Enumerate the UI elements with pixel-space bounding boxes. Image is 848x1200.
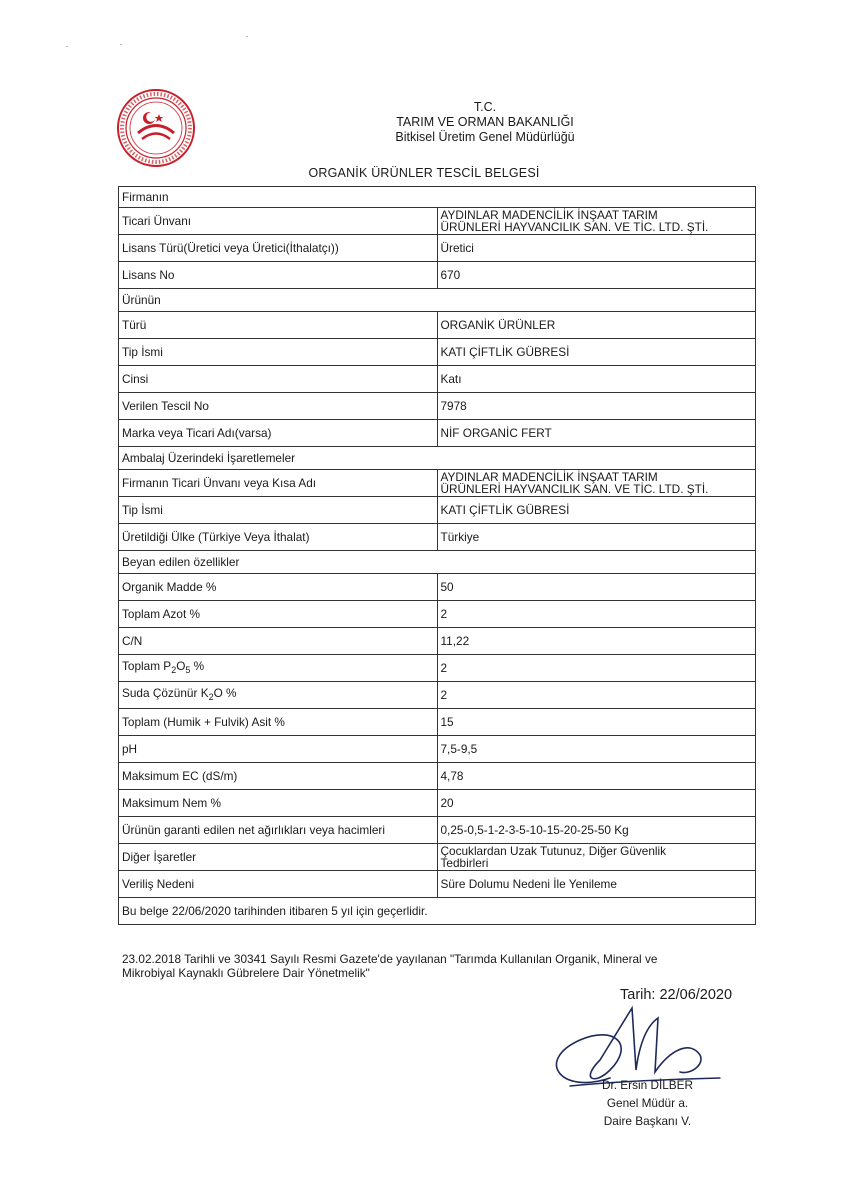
issue-reason-value: Süre Dolumu Nedeni İle Yenileme — [437, 871, 756, 898]
pkg-firm-line2: ÜRÜNLERİ HAYVANCILIK SAN. VE TİC. LTD. ŞTİ. — [440, 482, 709, 496]
k2o-label — [119, 682, 438, 709]
section-firm: Firmanın — [119, 187, 756, 208]
origin-label: Üretildiği Ülke (Türkiye Veya İthalat) — [119, 524, 438, 551]
type-name-value: KATI ÇİFTLİK GÜBRESİ — [437, 339, 756, 366]
ph-value: 7,5-9,5 — [437, 736, 756, 763]
trade-name-line2: ÜRÜNLERİ HAYVANCILIK SAN. VE TİC. LTD. ŞTİ. — [440, 220, 709, 234]
reference-line2: Mikrobiyal Kaynaklı Gübrelere Dair Yönetmelik" — [122, 966, 370, 980]
reference-line1: 23.02.2018 Tarihli ve 30341 Sayılı Resmi Gazete'de yayılanan "Tarımda Kullanılan Organik, Mineral ve — [122, 952, 658, 966]
k2o-sub1: 2 — [208, 692, 214, 702]
document-title: ORGANİK ÜRÜNLER TESCİL BELGESİ — [308, 166, 540, 180]
section-packaging: Ambalaj Üzerindeki İşaretlemeler — [119, 447, 756, 470]
section-product: Ürünün — [119, 289, 756, 312]
moisture-value: 20 — [437, 790, 756, 817]
ec-label: Maksimum EC (dS/m) — [119, 763, 438, 790]
humic-label: Toplam (Humik + Fulvik) Asit % — [119, 709, 438, 736]
total-nitrogen-value: 2 — [437, 601, 756, 628]
trade-name-label: Ticari Ünvanı — [119, 208, 438, 235]
k2o-suffix: O % — [213, 686, 237, 700]
kind-value: ORGANİK ÜRÜNLER — [437, 312, 756, 339]
p2o5-sub1: 2 — [171, 665, 177, 675]
issue-reason-label: Veriliş Nedeni — [119, 871, 438, 898]
weights-value: 0,25-0,5-1-2-3-5-10-15-20-25-50 Kg — [437, 817, 756, 844]
reg-no-value: 7978 — [437, 393, 756, 420]
signatory-title2: Daire Başkanı V. — [603, 1114, 692, 1128]
other-marks-line2: Tedbirleri — [440, 856, 489, 870]
type-name-label: Tip İsmi — [119, 339, 438, 366]
origin-value: Türkiye — [437, 524, 756, 551]
registration-table — [118, 186, 756, 925]
other-marks-value — [437, 844, 756, 871]
pkg-type-name-label: Tip İsmi — [119, 497, 438, 524]
p2o5-sub2: 5 — [185, 665, 191, 675]
pkg-type-name-value: KATI ÇİFTLİK GÜBRESİ — [437, 497, 756, 524]
reg-no-label: Verilen Tescil No — [119, 393, 438, 420]
form-label: Cinsi — [119, 366, 438, 393]
ministry-seal-icon — [116, 88, 196, 168]
p2o5-value: 2 — [437, 655, 756, 682]
pkg-firm-line1: AYDINLAR MADENCİLİK İNŞAAT TARIM — [440, 470, 658, 484]
brand-label: Marka veya Ticari Adı(varsa) — [119, 420, 438, 447]
other-marks-label: Diğer İşaretler — [119, 844, 438, 871]
header-ministry: TARIM VE ORMAN BAKANLIĞI — [396, 115, 574, 129]
trade-name-value — [437, 208, 756, 235]
total-nitrogen-label: Toplam Azot % — [119, 601, 438, 628]
organic-matter-label: Organik Madde % — [119, 574, 438, 601]
p2o5-suffix: % — [190, 659, 205, 673]
humic-value: 15 — [437, 709, 756, 736]
cn-label: C/N — [119, 628, 438, 655]
p2o5-prefix: Toplam P — [122, 659, 172, 673]
scan-speck — [246, 36, 248, 37]
license-no-value: 670 — [437, 262, 756, 289]
scan-speck — [66, 46, 68, 47]
regulation-reference — [122, 952, 762, 980]
license-type-value: Üretici — [437, 235, 756, 262]
p2o5-mid: O — [176, 659, 186, 673]
pkg-firm-label: Firmanın Ticari Ünvanı veya Kısa Adı — [119, 470, 438, 497]
signatory-title1: Genel Müdür a. — [606, 1096, 689, 1110]
issue-date: Tarih: 22/06/2020 — [620, 987, 733, 1003]
section-declared: Beyan edilen özellikler — [119, 551, 756, 574]
form-value: Katı — [437, 366, 756, 393]
validity-statement: Bu belge 22/06/2020 tarihinden itibaren 5 yıl için geçerlidir. — [119, 898, 756, 925]
ministry-header — [360, 100, 610, 145]
trade-name-line1: AYDINLAR MADENCİLİK İNŞAAT TARIM — [440, 208, 658, 222]
organic-matter-value: 50 — [437, 574, 756, 601]
brand-value: NİF ORGANİC FERT — [437, 420, 756, 447]
pkg-firm-value — [437, 470, 756, 497]
k2o-prefix: Suda Çözünür K — [122, 686, 209, 700]
ph-label: pH — [119, 736, 438, 763]
license-no-label: Lisans No — [119, 262, 438, 289]
k2o-value: 2 — [437, 682, 756, 709]
other-marks-line1: Çocuklardan Uzak Tutunuz, Diğer Güvenlik — [440, 844, 667, 858]
kind-label: Türü — [119, 312, 438, 339]
scan-speck — [120, 44, 122, 45]
ec-value: 4,78 — [437, 763, 756, 790]
weights-label: Ürünün garanti edilen net ağırlıkları veya hacimleri — [119, 817, 438, 844]
header-tc: T.C. — [473, 100, 497, 114]
header-directorate: Bitkisel Üretim Genel Müdürlüğü — [395, 130, 575, 144]
cn-value: 11,22 — [437, 628, 756, 655]
signatory-name: Dr. Ersin DİLBER — [601, 1078, 694, 1092]
signatory-block — [575, 1076, 720, 1130]
moisture-label: Maksimum Nem % — [119, 790, 438, 817]
p2o5-label — [119, 655, 438, 682]
license-type-label: Lisans Türü(Üretici veya Üretici(İthalatçı)) — [119, 235, 438, 262]
